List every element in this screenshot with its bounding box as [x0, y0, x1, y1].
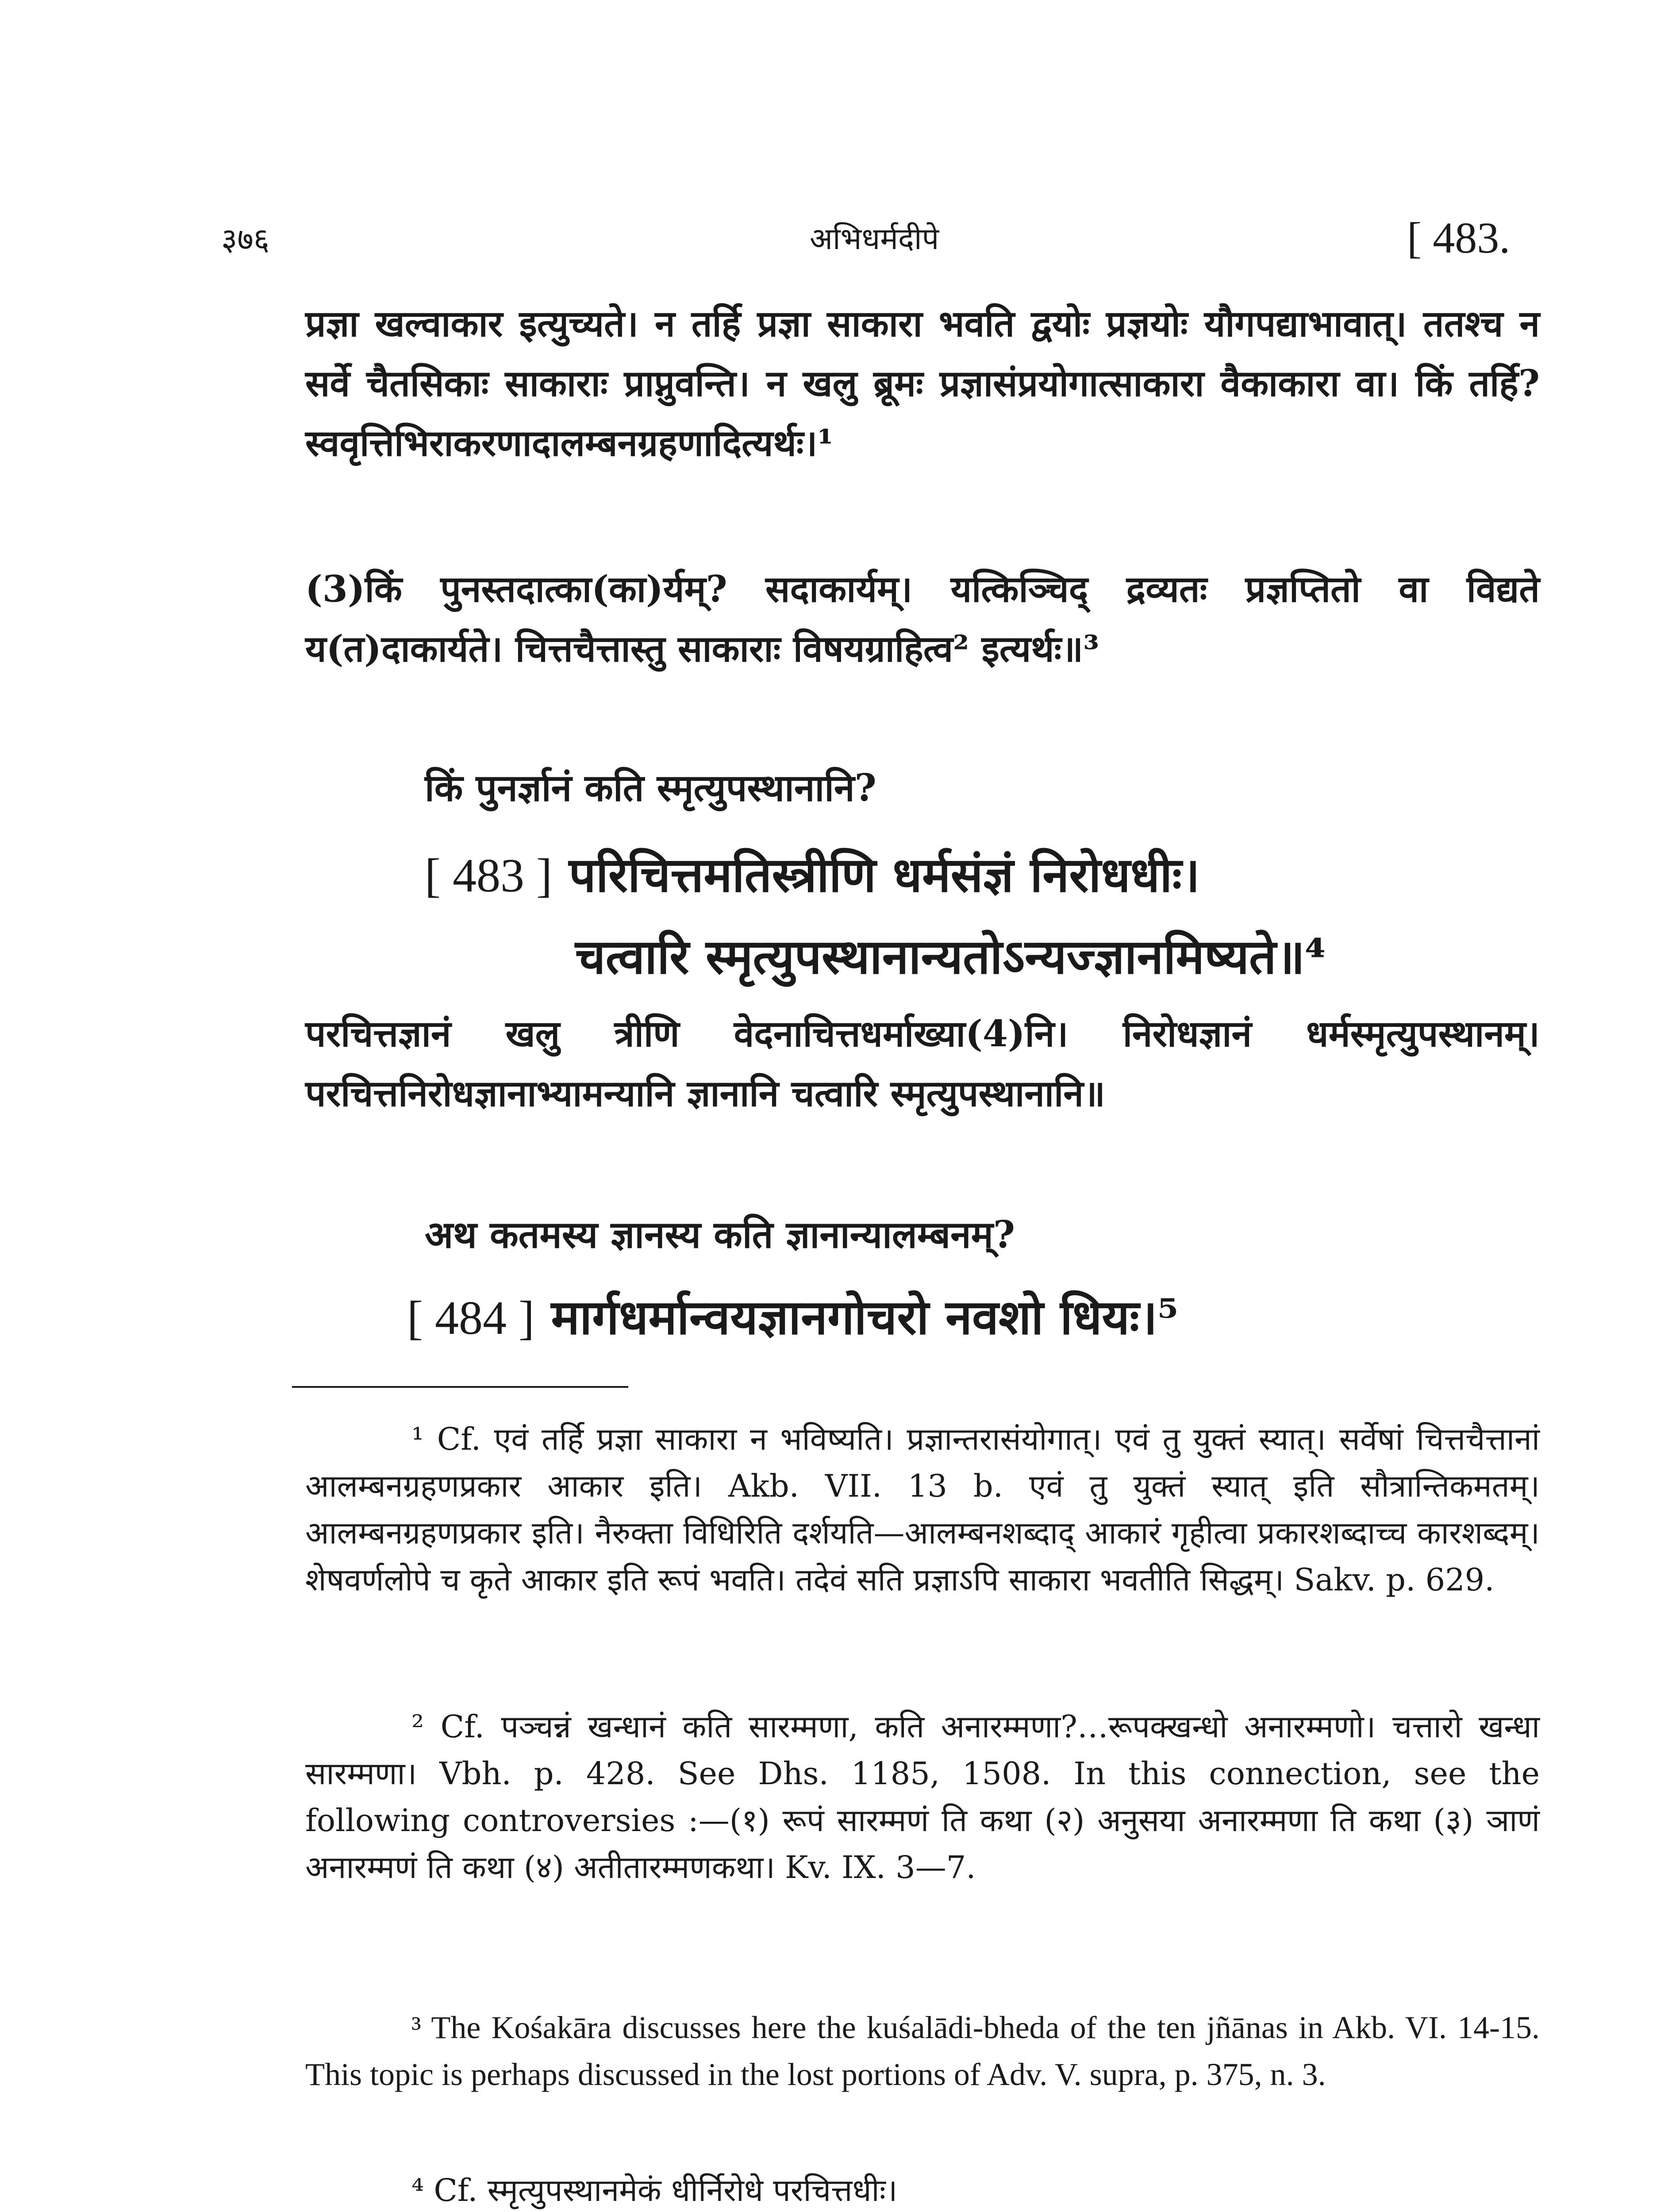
question-1: किं पुनर्ज्ञानं कति स्मृत्युपस्थानानि? — [425, 766, 876, 810]
verse-483-line-1 — [425, 841, 1200, 906]
verse-483-line-2: चत्वारि स्मृत्युपस्थानान्यतोऽन्यज्ज्ञानमिष्यते॥⁴ — [575, 929, 1326, 985]
footnote-2: ² Cf. पञ्चन्नं खन्धानं कति सारम्मणा, कति अनारम्मणा?…रूपक्खन्धो अनारम्मणो। चत्तारो खन्धा सारम्मणा। Vbh. p. 428. See Dhs. 1185, 1508. In this connection, see the following controversies :—(१) रूपं सारम्मणं ति कथा (२) अनुसया अनारम्मणा ति कथा (३) ञाणं अनारम्मणं ति कथा (४) अतीतारम्मणकथा। Kv. IX. 3—7. — [305, 1709, 1540, 1886]
page-number: ३७६ — [221, 221, 270, 257]
commentary-paragraph-1: प्रज्ञा खल्वाकार इत्युच्यते। न तर्हि प्रज्ञा साकारा भवति द्वयोः प्रज्ञयोः यौगपद्याभावात्। ततश्च न सर्वे चैतसिकाः साकाराः प्राप्नुवन्ति। न खलु ब्रूमः प्रज्ञासंप्रयोगात्साकारा वैकाकारा वा। किं तर्हि? स्ववृत्तिभिराकरणादालम्बनग्रहणादित्यर्थः।¹ — [305, 303, 1540, 465]
verse-483-text-1: परिचित्तमतिस्त्रीणि धर्मसंज्ञं निरोधधीः। — [569, 847, 1200, 903]
footnote-4-line-1: ⁴ Cf. स्मृत्युपस्थानमेकं धीर्निरोधे परचित्तधीः। — [411, 2172, 898, 2208]
footnote-3: ³ The Kośakāra discusses here the kuśalādi-bheda of the ten jñānas in Akb. VI. 14-15. This topic is perhaps discussed in the lost portions of Adv. V. supra, p. 375, n. 3. — [305, 2010, 1540, 2092]
question-2: अथ कतमस्य ज्ञानस्य कति ज्ञानान्यालम्बनम्? — [425, 1213, 1015, 1256]
verse-483-number: [ 483 ] — [425, 849, 552, 902]
footnote-divider — [292, 1386, 628, 1388]
verse-484-number: [ 484 ] — [407, 1292, 534, 1344]
running-title: अभिधर्मदीपे — [810, 222, 939, 257]
verse-reference: [ 483. — [1407, 213, 1511, 262]
commentary-paragraph-2: (3)किं पुनस्तदात्का(का)र्यम्? सदाकार्यम्। यत्किञ्चिद् द्रव्यतः प्रज्ञप्तितो वा विद्यते य(त)दाकार्यते। चित्तचैत्तास्तु साकाराः विषयग्राहित्व² इत्यर्थः॥³ — [305, 568, 1540, 670]
verse-484-text-1: मार्गधर्मान्वयज्ञानगोचरो नवशो धियः।⁵ — [551, 1290, 1179, 1345]
footnote-1: ¹ Cf. एवं तर्हि प्रज्ञा साकारा न भविष्यति। प्रज्ञान्तरासंयोगात्। एवं तु युक्तं स्यात्। सर्वेषां चित्तचैत्तानां आलम्बनग्रहणप्रकार आकार इति। Akb. VII. 13 b. एवं तु युक्तं स्यात् इति सौत्रान्तिकमतम्। आलम्बनग्रहणप्रकार इति। नैरुक्ता विधिरिति दर्शयति—आलम्बनशब्दाद् आकारं गृहीत्वा प्रकारशब्दाच्च कारशब्दम्। शेषवर्णलोपे च कृते आकार इति रूपं भवति। तदेवं सति प्रज्ञाऽपि साकारा भवतीति सिद्धम्। Sakv. p. 629. — [305, 1421, 1540, 1598]
commentary-paragraph-3: परचित्तज्ञानं खलु त्रीणि वेदनाचित्तधर्माख्या(4)नि। निरोधज्ञानं धर्मस्मृत्युपस्थानम्। परचित्तनिरोधज्ञानाभ्यामन्यानि ज्ञानानि चत्वारि स्मृत्युपस्थानानि॥ — [305, 1013, 1540, 1115]
verse-484-line-1 — [407, 1283, 1178, 1348]
